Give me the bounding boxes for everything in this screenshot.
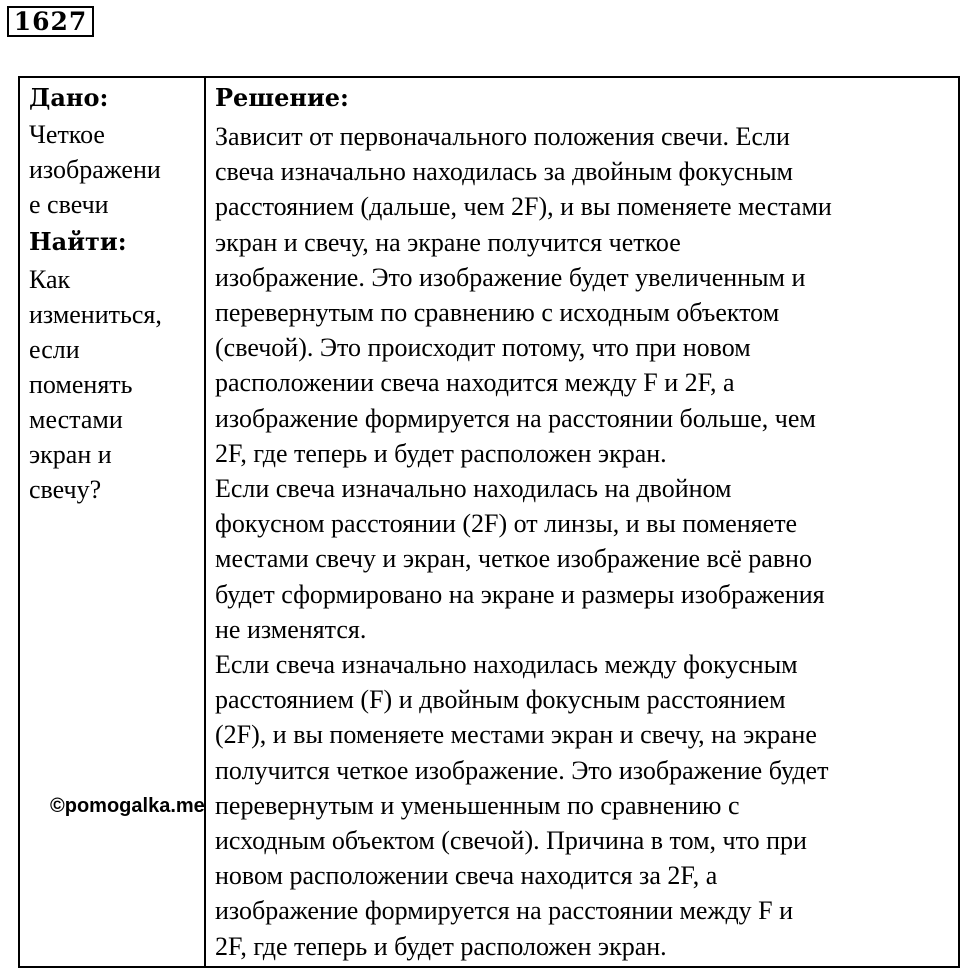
solution-line: (2F), и вы поменяете местами экран и свечу, на экране [215, 720, 817, 750]
find-text [29, 262, 201, 507]
given-heading: Дано: [29, 83, 109, 112]
given-line: е свечи [29, 190, 109, 219]
find-line: измениться, [29, 300, 162, 329]
solution-line: будет сформировано на экране и размеры изображения [215, 579, 825, 609]
solution-line: экран и свечу, на экране получится четкое [215, 227, 681, 257]
solution-line: получится четкое изображение. Это изображение будет [215, 755, 829, 785]
find-line: Как [29, 265, 71, 294]
solution-line: 2F, где теперь и будет расположен экран. [215, 931, 667, 961]
given-text [29, 117, 201, 222]
solution-line: Если свеча изначально находилась между фокусным [215, 650, 798, 680]
find-line: свечу? [29, 475, 102, 504]
solution-line: исходным объектом (свечой). Причина в том, что при [215, 826, 807, 856]
find-heading: Найти: [29, 227, 127, 256]
solution-line: не изменятся. [215, 614, 367, 644]
find-line: если [29, 335, 80, 364]
solution-line: изображение формируется на расстоянии больше, чем [215, 403, 816, 433]
given-find-column [29, 82, 201, 507]
find-line: экран и [29, 440, 112, 469]
find-line: местами [29, 405, 123, 434]
solution-heading: Решение: [215, 83, 349, 112]
solution-line: изображение формируется на расстоянии между F и [215, 896, 794, 926]
solution-line: фокусном расстоянии (2F) от линзы, и вы поменяете [215, 509, 798, 539]
solution-line: местами свечу и экран, четкое изображение всё равно [215, 544, 812, 574]
solution-line: перевернутым по сравнению с исходным объектом [215, 298, 780, 328]
given-line: Четкое [29, 120, 105, 149]
solution-line: 2F, где теперь и будет расположен экран. [215, 438, 667, 468]
solution-line: Зависит от первоначального положения свечи. Если [215, 122, 790, 151]
given-line: изображени [29, 155, 161, 184]
watermark: ©pomogalka.me [50, 795, 205, 817]
solution-line: перевернутым и уменьшенным по сравнению с [215, 790, 740, 820]
solution-column [215, 82, 955, 964]
solution-line: свеча изначально находилась за двойным фокусным [215, 157, 794, 187]
column-divider [204, 78, 206, 966]
solution-table [18, 76, 960, 968]
solution-line: новом расположении свеча находится за 2F, а [215, 861, 718, 891]
solution-line: расстоянием (F) и двойным фокусным расстоянием [215, 685, 786, 715]
solution-line: расположении свеча находится между F и 2F, а [215, 368, 735, 398]
problem-number: 1627 [7, 6, 94, 37]
find-line: поменять [29, 370, 133, 399]
solution-line: расстоянием (дальше, чем 2F), и вы поменяете местами [215, 192, 832, 222]
solution-text [215, 119, 955, 964]
solution-line: (свечой). Это происходит потому, что при новом [215, 333, 751, 363]
solution-line: Если свеча изначально находилась на двойном [215, 474, 732, 504]
solution-line: изображение. Это изображение будет увеличенным и [215, 262, 806, 292]
